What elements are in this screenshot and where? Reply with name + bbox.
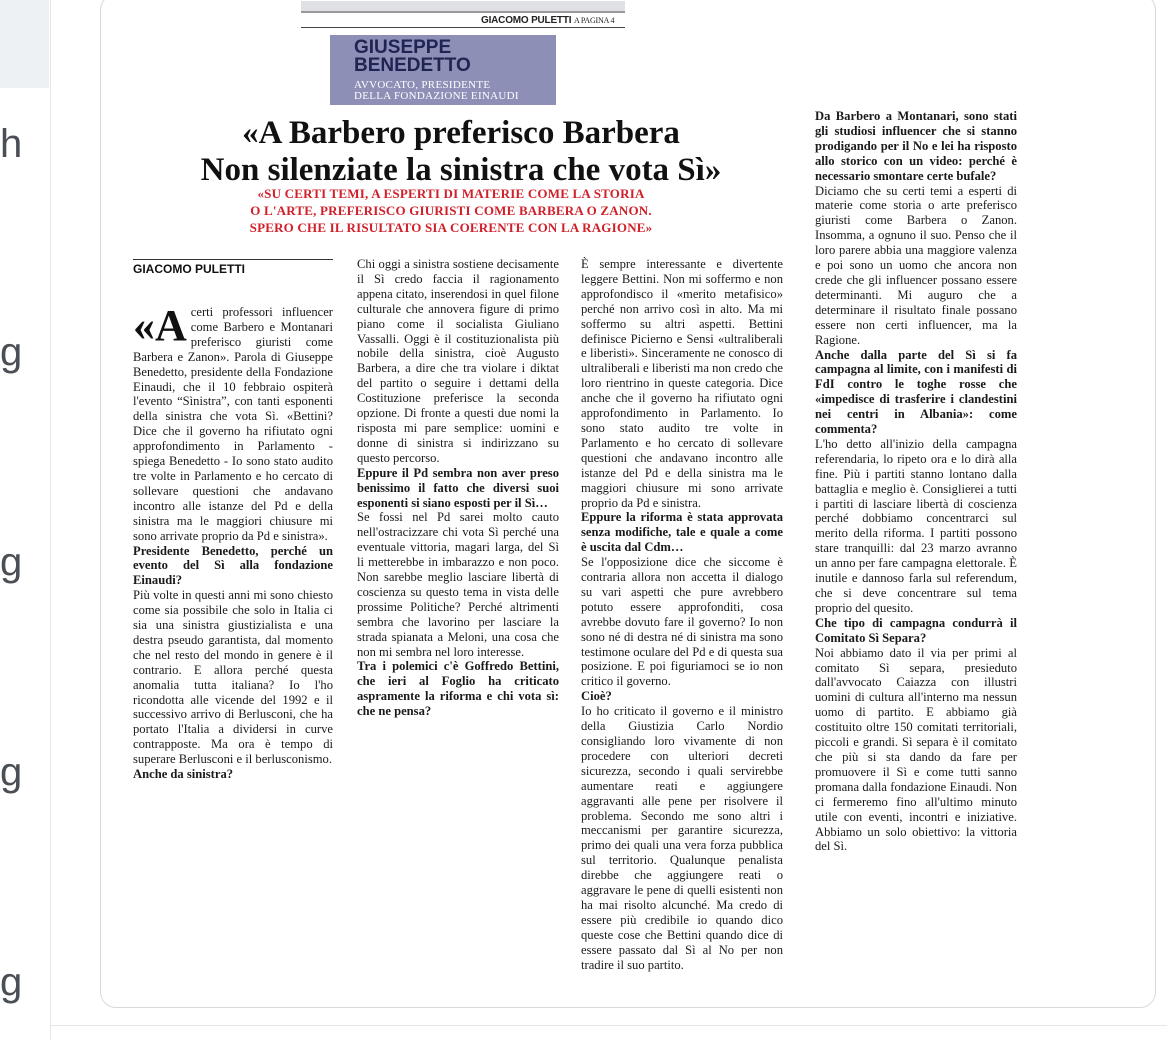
post-image-card[interactable] (100, 0, 1156, 1008)
article-paragraph: «Acerti professori influencer come Barbero e Montanari preferisco giuristi come Barbera e Zanon». Parola di Giuseppe Benedetto, presidente della Fondazione Einaudi, che il 10 febbraio ospiterà l'evento “Sìnistra”, con tanti esponenti della sinistra che vota Sì. «Bettini? Dice che il governo ha rifiutato ogni approfondimento in Parlamento - spiega Benedetto - Io sono stato audito tre volte in Parlamento e ho cercato di sollevare questioni che andavano incontro alle istanze del Pd e della sinistra ma le maggiori chiusure mi sono arrivate proprio da Pd e sinistra». (133, 301, 333, 543)
previous-clipping-edge (301, 1, 625, 13)
runner-page: A PAGINA 4 (573, 16, 615, 25)
article-paragraph: Diciamo che su certi temi a esperti di materie come storia o arte preferisco giuristi come Barbera o Zanon. Insomma, a ognuno il suo. Penso che il loro parere abbia una maggiore valenza e poi sono un uomo che ancora non crede che gli influencer possano essere determinanti. Mi auguro che a determinare il risultato finale possano essere non certi influencer, ma la Ragione. (815, 183, 1017, 347)
article-paragraph: Noi abbiamo dato il via per primi al comitato Sì separa, presieduto dall'avvocato Caiazza con illustri uomini di cultura all'interno ma nessun uomo di partito. E abbiamo già costituito oltre 150 comitati territoriali, piccoli e grandi. Sì separa è il comitato che più si sta dando da fare per promuovere il Sì e come tutti sanno promana dalla fondazione Einaudi. Non ci fermeremo fino all'ultimo minuto utile con eventi, incontri e iniziative. Abbiamo un solo obiettivo: la vittoria del Sì. (815, 645, 1017, 854)
article-paragraph: Se fossi nel Pd sarei molto cauto nell'ostracizzare chi vota Sì perché una eventuale vittoria, magari larga, del Sì li metterebbe in imbarazzo e non poco. Non sarebbe meglio lasciare libertà di coscienza su questo tema in vista delle prossime Politiche? Perché altrimenti sembra che lavorino per lasciare la strada spianata a Meloni, una cosa che non mi sembra nel loro interesse. (357, 510, 559, 659)
sidebar-letter[interactable]: h (0, 122, 23, 166)
interview-question: Presidente Benedetto, perché un evento del Sì alla fondazione Einaudi? (133, 543, 333, 588)
sidebar-letter[interactable]: g (0, 960, 23, 1004)
article-column-2 (357, 257, 559, 719)
byline-rule (133, 259, 333, 260)
bottom-divider (50, 1025, 1167, 1026)
article-paragraph: Io ho criticato il governo e il ministro della Giustizia Carlo Nordio consigliando loro vivamente di non procedere con ulteriori decreti sicurezza, secondo i quali servirebbe aumentare reati e aggiungere aggravanti alle pene per risolvere il problema. Secondo me sono altri i meccanismi per garantire sicurezza, primo dei quali una vera forza pubblica sul territorio. Qualunque penalista direbbe che aggiungere reati o aggravare le pene di quelli esistenti non ha mai risolto alcunché. Ma credo di essere più credibile io quando dico queste cose che Bettini quando dice di essere passato dal Sì al No per non tradire il suo partito. (581, 704, 783, 972)
article-column-1 (133, 301, 333, 782)
runner-rule (301, 27, 625, 28)
byline: GIACOMO PULETTI (133, 262, 245, 276)
article-paragraph: Più volte in questi anni mi sono chiesto come sia possibile che solo in Italia ci sia una sinistra giustizialista e una destra pseudo garantista, dal momento che nel resto del mondo in genere è il contrario. E allora perché questa anomalia tutta italiana? Io l'ho ricondotta alle vicende del 1992 e il successivo arrivo di Berlusconi, che ha portato l'Italia a dividersi in curve contrapposte. Ma ora è tempo di superare Berlusconi e il berlusconismo. (133, 588, 333, 767)
article-paragraph: Chi oggi a sinistra sostiene decisamente il Sì credo faccia il ragionamento appena citato, inserendosi in quel filone culturale che annovera figure di primo piano come il socialista Giuliano Vassalli. Oggi è il costituzionalista più nobile della sinistra, cioè Augusto Barbera, a dire che tra violare i diktat del partito o seguire i dettami della Costituzione preferisce la seconda opzione. Di fronte a questi due nomi la risposta mi pare semplice: uomini e donne di sinistra si indirizzano su questo percorso. (357, 257, 559, 465)
interviewee-name: GIUSEPPE BENEDETTO (354, 37, 471, 76)
runner-author: GIACOMO PULETTI (481, 15, 572, 26)
article-column-4 (815, 109, 1017, 854)
article-paragraph: L'ho detto all'inizio della campagna referendaria, lo ripeto ora e lo dirà alla fine. Più i partiti stanno lontano dalla battaglia e meglio è. Consiglierei a tutti i partiti di lasciare libertà di coscienza perché dobbiamo concentrarci sul merito della riforma. I partiti possono stare tranquilli: dal 23 marzo avranno un anno per fare campagna elettorale. È inutile e dannoso farla sul referendum, che si deve concentrare sul tema proprio del quesito. (815, 436, 1017, 615)
article-paragraph: È sempre interessante e divertente leggere Bettini. Non mi soffermo e non approfondisco il «merito metafisico» perché non arrivo così in alto. Ma mi soffermo su altri aspetti. Bettini definisce Picierno e Sensi «ultraliberali e liberisti». Sinceramente ne conosco di ultraliberali e liberisti ma non credo che loro rientrino in queste categoria. Dice anche che il governo ha rifiutato ogni approfondimento in Parlamento. Io sono stato audito tre volte in Parlamento e ho cercato di sollevare questioni che andavano incontro alle istanze del Pd e della sinistra ma le maggiori chiusure mi sono arrivate proprio da Pd e sinistra. (581, 257, 783, 510)
interview-question: Che tipo di campagna condurrà il Comitato Sì Separa? (815, 615, 1017, 645)
interview-question: Eppure il Pd sembra non aver preso benissimo il fatto che diversi suoi esponenti si siano esposti per il Sì… (357, 465, 559, 510)
article-paragraph: Se l'opposizione dice che siccome è contraria allora non accetta il dialogo su vari aspetti che pure avrebbero potuto essere approfonditi, cosa avrebbe dovuto fare il governo? Io non sono né di destra né di sinistra ma sono testimone oculare del Pd e di questa sua posizione. E poi figuriamoci se io non critico il governo. (581, 555, 783, 689)
headline: «A Barbero preferisco Barbera Non silenziate la sinistra che vota Sì» (200, 115, 722, 188)
sidebar-letter[interactable]: g (0, 750, 23, 794)
left-sidebar (0, 0, 51, 1040)
article-column-3 (581, 257, 783, 973)
interviewee-role: AVVOCATO, PRESIDENTE DELLA FONDAZIONE EINAUDI (354, 79, 519, 102)
interview-question: Cioè? (581, 689, 612, 704)
interview-question: Anche dalla parte del Sì si fa campagna al limite, con i manifesti di FdI contro le toghe rosse che «impedisce di trasferire i clandestini nei centri in Albania»: come commenta? (815, 347, 1017, 437)
interviewee-box (330, 35, 556, 105)
page-runner (481, 15, 614, 26)
interview-question: Tra i polemici c'è Goffredo Bettini, che ieri al Foglio ha criticato aspramente la riforma e chi vota sì: che ne pensa? (357, 659, 559, 719)
deck-quote: «SU CERTI TEMI, A ESPERTI DI MATERIE COME LA STORIA O L'ARTE, PREFERISCO GIURISTI COME BARBERA O ZANON. SPERO CHE IL RISULTATO SIA COERENTE CON LA RAGIONE» (249, 186, 653, 235)
interview-question: Eppure la riforma è stata approvata senza modifiche, tale e quale a come è uscita dal Cdm… (581, 510, 783, 555)
dropcap: «A (133, 301, 187, 350)
sidebar-letter[interactable]: g (0, 540, 23, 584)
interview-question: Da Barbero a Montanari, sono stati gli studiosi influencer che si stanno prodigando per il No e lei ha risposto allo storico con un video: perché è necessario smontare certe bufale? (815, 109, 1017, 183)
interview-question: Anche da sinistra? (133, 767, 234, 782)
sidebar-top-panel (0, 0, 49, 88)
sidebar-letter[interactable]: g (0, 330, 23, 374)
